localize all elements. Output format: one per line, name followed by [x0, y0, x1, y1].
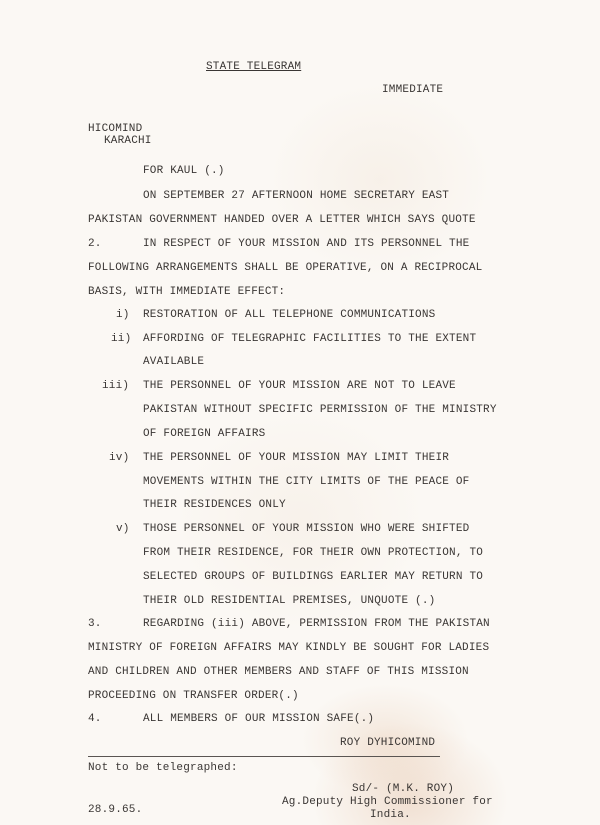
item-ii-line-2: AVAILABLE	[143, 356, 205, 368]
designation-line-2: India.	[370, 809, 411, 821]
para3-line-1: REGARDING (iii) ABOVE, PERMISSION FROM THE PAKISTAN	[143, 618, 490, 630]
designation-line-1: Ag.Deputy High Commissioner for	[282, 796, 493, 808]
para4-number: 4.	[88, 713, 102, 725]
item-v-line-2: FROM THEIR RESIDENCE, FOR THEIR OWN PROTECTION, TO	[143, 547, 484, 559]
address-line-2: KARACHI	[104, 135, 152, 147]
para3-line-3: AND CHILDREN AND OTHER MEMBERS AND STAFF OF THIS MISSION	[88, 666, 469, 678]
item-iv-line-2: MOVEMENTS WITHIN THE CITY LIMITS OF THE PEACE OF	[143, 476, 470, 488]
para2-line-3: BASIS, WITH IMMEDIATE EFFECT:	[88, 286, 286, 298]
para3-number: 3.	[88, 618, 102, 630]
item-i-line-1: RESTORATION OF ALL TELEPHONE COMMUNICATIONS	[143, 309, 436, 321]
para4-text: ALL MEMBERS OF OUR MISSION SAFE(.)	[143, 713, 375, 725]
para3-line-4: PROCEEDING ON TRANSFER ORDER(.)	[88, 690, 299, 702]
sender-line: ROY DYHICOMIND	[340, 737, 436, 749]
item-iv-line-1: THE PERSONNEL OF YOUR MISSION MAY LIMIT THEIR	[143, 452, 450, 464]
document-title: STATE TELEGRAM	[206, 61, 302, 73]
item-i-number: i)	[116, 309, 130, 321]
item-iv-number: iv)	[109, 452, 130, 464]
para2-line-2: FOLLOWING ARRANGEMENTS SHALL BE OPERATIVE, ON A RECIPROCAL	[88, 262, 483, 274]
item-iii-line-3: OF FOREIGN AFFAIRS	[143, 428, 266, 440]
item-v-number: v)	[116, 523, 130, 535]
item-ii-line-1: AFFORDING OF TELEGRAPHIC FACILITIES TO THE EXTENT	[143, 333, 477, 345]
item-iii-number: iii)	[102, 380, 130, 392]
item-v-line-1: THOSE PERSONNEL OF YOUR MISSION WHO WERE SHIFTED	[143, 523, 470, 535]
item-v-line-4: THEIR OLD RESIDENTIAL PREMISES, UNQUOTE (.)	[143, 595, 436, 607]
item-iii-line-1: THE PERSONNEL OF YOUR MISSION ARE NOT TO LEAVE	[143, 380, 456, 392]
item-iii-line-2: PAKISTAN WITHOUT SPECIFIC PERMISSION OF THE MINISTRY	[143, 404, 497, 416]
item-v-line-3: SELECTED GROUPS OF BUILDINGS EARLIER MAY RETURN TO	[143, 571, 484, 583]
item-ii-number: ii)	[111, 333, 132, 345]
para2-line-1: IN RESPECT OF YOUR MISSION AND ITS PERSONNEL THE	[143, 238, 470, 250]
address-line-1: HICOMIND	[88, 123, 143, 135]
not-telegraphed-note: Not to be telegraphed:	[88, 762, 238, 774]
document-date: 28.9.65.	[88, 804, 143, 816]
footer-divider	[88, 756, 440, 757]
intro-line-1: ON SEPTEMBER 27 AFTERNOON HOME SECRETARY EAST	[143, 190, 450, 202]
item-iv-line-3: THEIR RESIDENCES ONLY	[143, 499, 286, 511]
signature-line: Sd/- (M.K. ROY)	[352, 783, 455, 795]
priority-label: IMMEDIATE	[382, 84, 444, 96]
para3-line-2: MINISTRY OF FOREIGN AFFAIRS MAY KINDLY BE SOUGHT FOR LADIES	[88, 642, 490, 654]
for-line: FOR KAUL (.)	[143, 165, 225, 177]
para2-number: 2.	[88, 238, 102, 250]
intro-line-2: PAKISTAN GOVERNMENT HANDED OVER A LETTER WHICH SAYS QUOTE	[88, 214, 476, 226]
